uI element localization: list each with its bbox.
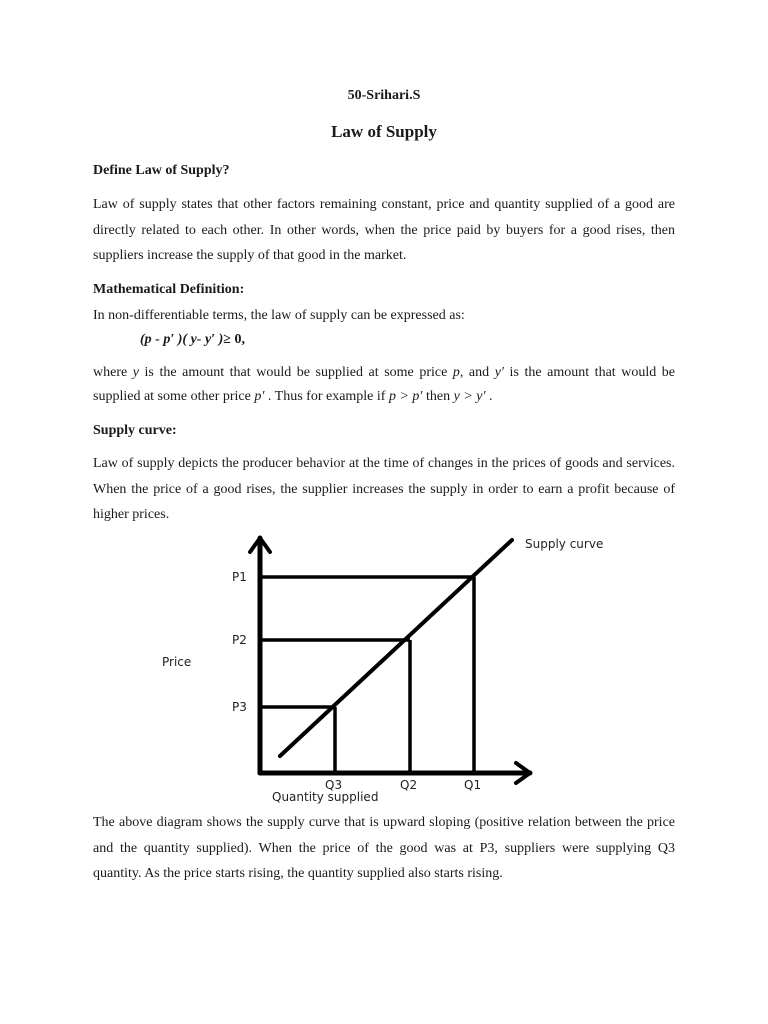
variable-p-prime: p′ <box>254 389 265 404</box>
formula-relation: ≥ 0, <box>223 332 245 347</box>
supply-formula <box>140 332 245 348</box>
explanation-text: where <box>93 365 133 380</box>
y-axis-label: Price <box>162 655 192 669</box>
explanation-text: is the amount that would be supplied at some price <box>138 365 453 380</box>
definition-paragraph: Law of supply states that other factors remaining constant, price and quantity supplied of a good are directly related to each other. In other words, when the price paid by buyers for a good rises, then suppliers increase the supply of that good in the market. <box>93 197 675 263</box>
diagram-explanation-paragraph: The above diagram shows the supply curve that is upward sloping (positive relation between the price and the quantity supplied). When the price of the good was at P3, suppliers were supplying Q3 quantity. As the price starts rising, the quantity supplied also starts rising. <box>93 815 675 881</box>
variable-p: p <box>452 365 460 380</box>
section-heading-supply-curve: Supply curve: <box>93 423 177 438</box>
x-tick-q1: Q1 <box>464 778 482 792</box>
math-explanation-paragraph <box>93 361 675 409</box>
x-tick-q2: Q2 <box>400 778 418 792</box>
inequality-y: y > y′ <box>453 389 486 404</box>
supply-curve-label: Supply curve <box>525 537 604 551</box>
explanation-text: . Thus for example if <box>264 389 389 404</box>
section-heading-math: Mathematical Definition: <box>93 282 245 297</box>
variable-y: y <box>132 365 139 380</box>
explanation-text: , and <box>459 365 495 380</box>
variable-y-prime: y′ <box>494 365 504 380</box>
document-title: Law of Supply <box>331 122 437 141</box>
section-heading-define: Define Law of Supply? <box>93 163 230 178</box>
formula-lhs: (p - p′ )( y- y′ ) <box>140 332 224 347</box>
explanation-text: . <box>485 389 493 404</box>
math-intro-paragraph: In non-differentiable terms, the law of supply can be expressed as: <box>93 308 465 323</box>
y-tick-p1: P1 <box>232 570 247 584</box>
supply-curve-chart <box>150 528 604 808</box>
explanation-text: is the amount that would be supplied at some other price <box>93 365 676 404</box>
y-tick-p3: P3 <box>232 700 247 714</box>
x-axis-label: Quantity supplied <box>272 790 379 804</box>
supply-curve-paragraph: Law of supply depicts the producer behavior at the time of changes in the prices of goods and services. When the price of a good rises, the supplier increases the supply in order to earn a profit because of higher prices. <box>93 456 675 522</box>
inequality-p: p > p′ <box>388 389 423 404</box>
y-tick-p2: P2 <box>232 633 247 647</box>
x-tick-q3: Q3 <box>325 778 343 792</box>
explanation-text: then <box>422 389 454 404</box>
author-name: 50-Srihari.S <box>347 88 421 103</box>
supply-curve-line <box>280 540 512 756</box>
